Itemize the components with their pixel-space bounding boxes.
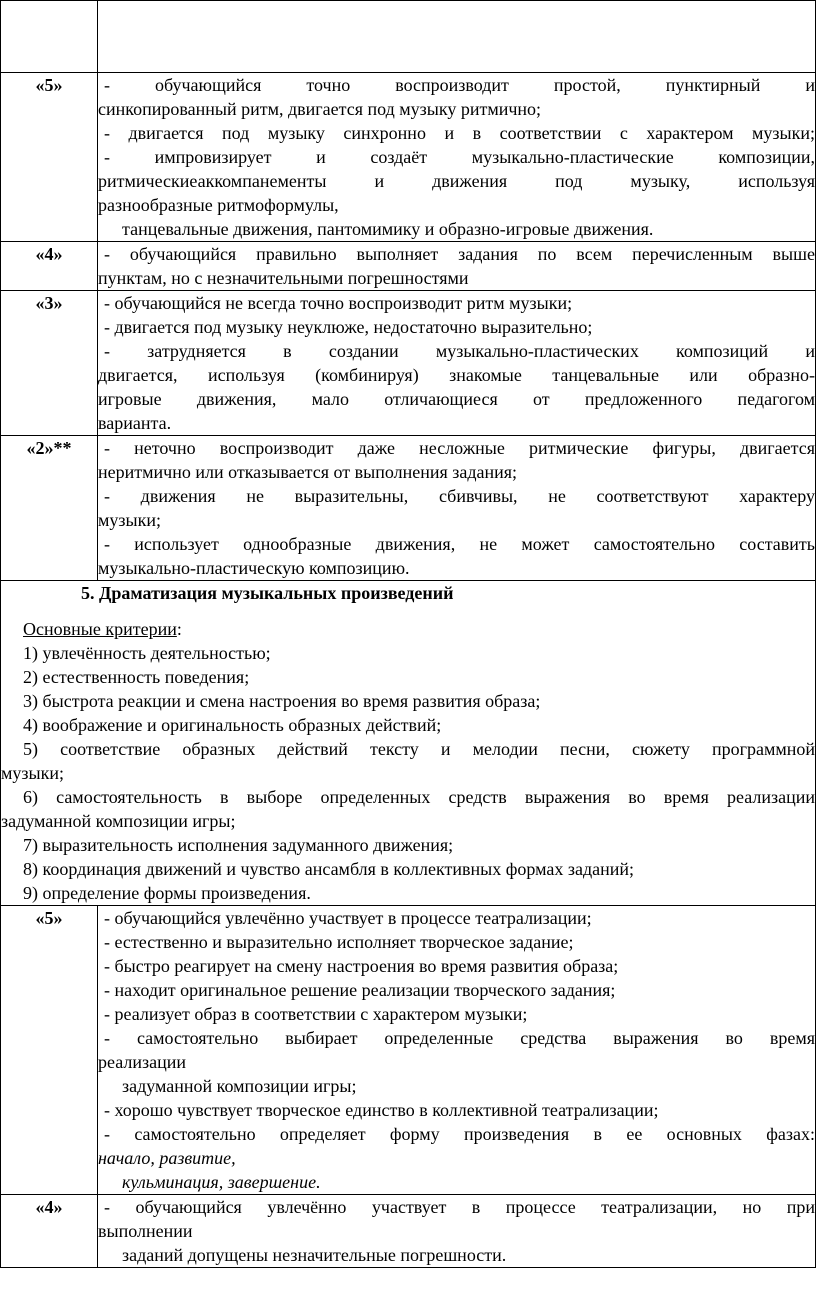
description-line-italic	[98, 1170, 815, 1194]
description-line: варианта.	[98, 413, 172, 433]
description-line: - неточно воспроизводит даже несложные ритмические фигуры, двигается	[104, 438, 815, 458]
table-row	[1, 1195, 816, 1268]
grade-cell: «4»	[1, 1195, 98, 1268]
description-cell	[98, 242, 816, 291]
criteria-item: задуманной композиции игры;	[1, 811, 236, 831]
grade-cell: «2»**	[1, 436, 98, 581]
table-row	[1, 242, 816, 291]
criteria-item: 3) быстрота реакции и смена настроения во время развития образа;	[23, 691, 541, 711]
criteria-item: 7) выразительность исполнения задуманного движения;	[23, 835, 454, 855]
description-line: - двигается под музыку синхронно и в соответствии с характером музыки;	[104, 123, 815, 143]
description-cell	[98, 906, 816, 1195]
description-line: разнообразные ритмоформулы,	[98, 195, 339, 215]
description-cell	[98, 73, 816, 242]
criteria-colon: :	[176, 619, 182, 639]
criteria-item: 2) естественность поведения;	[23, 667, 250, 687]
criteria-item: 5) соответствие образных действий тексту и мелодии песни, сюжету программной	[23, 739, 815, 759]
spacer	[1, 605, 815, 617]
description-line: - импровизирует и создаёт музыкально-пластические композиции,	[104, 147, 815, 167]
description-line: заданий допущены незначительные погрешности.	[122, 1245, 507, 1265]
description-line: игровые движения, мало отличающиеся от предложенного педагогом	[98, 389, 815, 409]
description-line: реализации	[98, 1052, 186, 1072]
grade-cell: «5»	[1, 73, 98, 242]
italic-text: кульминация, завершение.	[122, 1172, 321, 1192]
description-line: - быстро реагирует на смену настроения во время развития образа;	[104, 956, 619, 976]
description-line-italic	[98, 1146, 815, 1170]
table-row	[1, 436, 816, 581]
table-row-empty	[1, 1, 816, 73]
italic-text: начало, развитие,	[98, 1148, 236, 1168]
table-row	[1, 291, 816, 436]
grade-cell: «5»	[1, 906, 98, 1195]
description-cell	[98, 291, 816, 436]
description-line: - обучающийся правильно выполняет задания по всем перечисленным выше	[104, 244, 815, 264]
criteria-heading	[1, 617, 815, 641]
criteria-item: 6) самостоятельность в выборе определенных средств выражения во время реализации	[23, 787, 815, 807]
description-line: пунктам, но с незначительными погрешностями	[98, 268, 469, 288]
grade-cell: «4»	[1, 242, 98, 291]
description-line: танцевальные движения, пантомимику и образно-игровые движения.	[122, 219, 654, 239]
description-line: - обучающийся не всегда точно воспроизводит ритм музыки;	[104, 293, 573, 313]
section-cell	[1, 581, 816, 906]
description-line: - двигается под музыку неуклюже, недостаточно выразительно;	[104, 317, 593, 337]
description-line: - использует однообразные движения, не может самостоятельно составить	[104, 534, 815, 554]
grade-cell	[1, 1, 98, 73]
description-line: задуманной композиции игры;	[122, 1076, 357, 1096]
description-line: музыки;	[98, 510, 161, 530]
description-cell	[98, 1195, 816, 1268]
description-line: двигается, используя (комбинируя) знакомые танцевальные или образно-	[98, 365, 815, 385]
criteria-item: 4) воображение и оригинальность образных действий;	[23, 715, 442, 735]
description-line: ритмическиеаккомпанементы и движения под музыку, используя	[98, 171, 815, 191]
description-line: - движения не выразительны, сбивчивы, не соответствуют характеру	[104, 486, 815, 506]
description-cell	[98, 436, 816, 581]
criteria-item: музыки;	[1, 763, 64, 783]
description-line: - затрудняется в создании музыкально-пластических композиций и	[104, 341, 815, 361]
description-line: - реализует образ в соответствии с характером музыки;	[104, 1004, 528, 1024]
description-line: - обучающийся точно воспроизводит простой, пунктирный и	[104, 75, 815, 95]
description-line: - самостоятельно определяет форму произведения в ее основных фазах:	[104, 1124, 815, 1144]
section-title: 5. Драматизация музыкальных произведений	[81, 583, 454, 603]
description-line: - самостоятельно выбирает определенные средства выражения во время	[104, 1028, 815, 1048]
description-line: музыкально-пластическую композицию.	[98, 558, 410, 578]
description-line: неритмично или отказывается от выполнения задания;	[98, 462, 518, 482]
criteria-item: 9) определение формы произведения.	[23, 883, 311, 903]
criteria-label: Основные критерии	[23, 619, 177, 639]
description-line: - обучающийся увлечённо участвует в процессе театрализации;	[104, 908, 592, 928]
description-line: - обучающийся увлечённо участвует в процессе театрализации, но при	[104, 1197, 815, 1217]
description-line: - естественно и выразительно исполняет творческое задание;	[104, 932, 574, 952]
description-cell	[98, 1, 816, 73]
description-line: выполнении	[98, 1221, 193, 1241]
table-row	[1, 73, 816, 242]
criteria-item: 1) увлечённость деятельностью;	[23, 643, 271, 663]
grade-cell: «3»	[1, 291, 98, 436]
table-row	[1, 906, 816, 1195]
description-line: синкопированный ритм, двигается под музыку ритмично;	[98, 99, 542, 119]
description-line: - находит оригинальное решение реализации творческого задания;	[104, 980, 616, 1000]
criteria-item: 8) координация движений и чувство ансамбля в коллективных формах заданий;	[23, 859, 634, 879]
section-row	[1, 581, 816, 906]
description-line: - хорошо чувствует творческое единство в коллективной театрализации;	[104, 1100, 659, 1120]
